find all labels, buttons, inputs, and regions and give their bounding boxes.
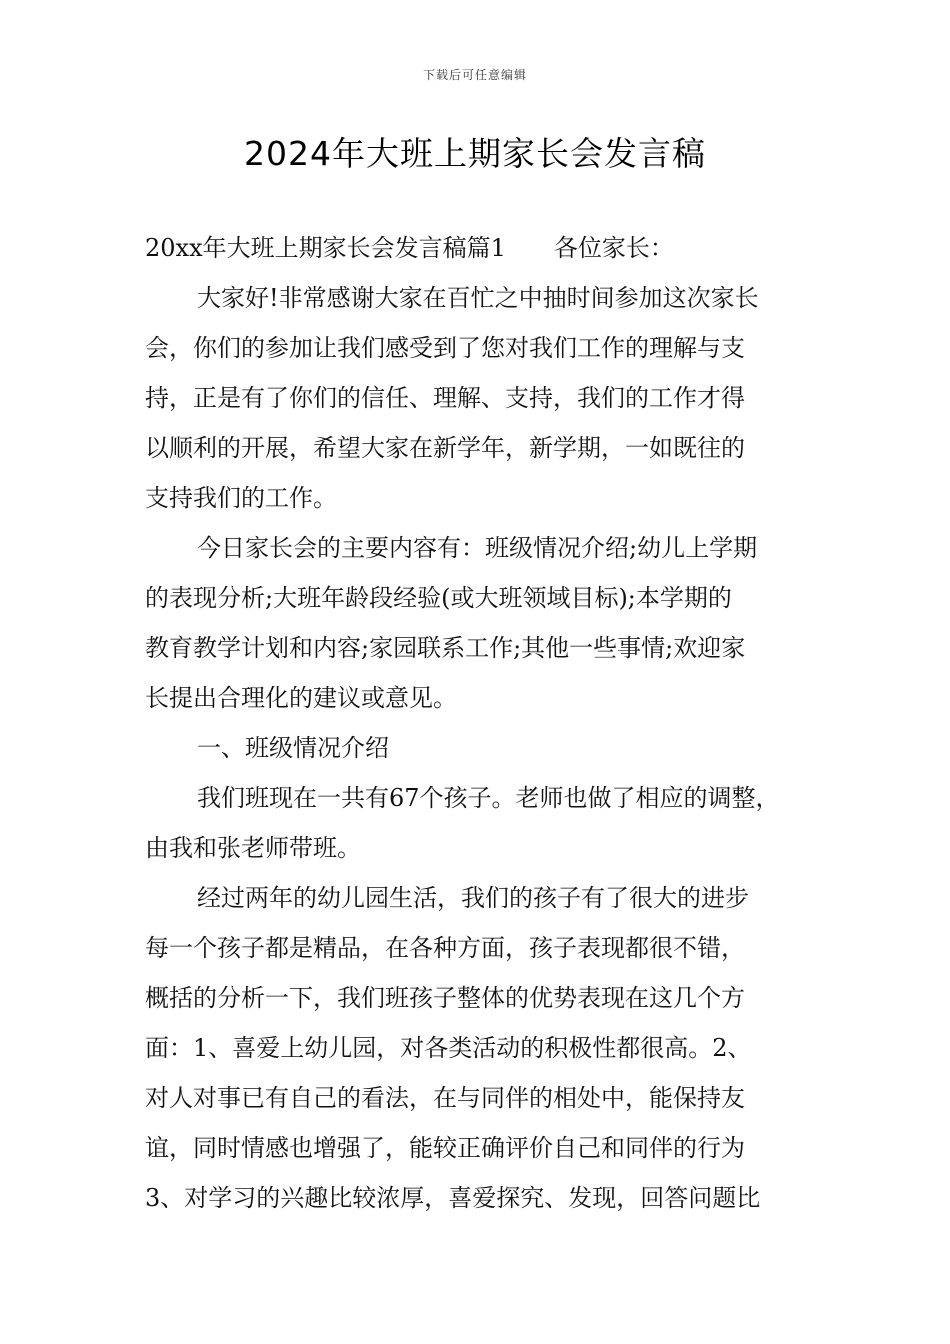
paragraph-line: 概括的分析一下，我们班孩子整体的优势表现在这几个方 [145,984,745,1012]
paragraph-line: 持，正是有了你们的信任、理解、支持，我们的工作才得 [145,384,745,412]
subtitle: 20xx年大班上期家长会发言稿篇1 [145,234,506,262]
paragraph-line: 由我和张老师带班。 [145,834,361,862]
paragraph-line: 面：1、喜爱上幼儿园，对各类活动的积极性都很高。2、 [145,1034,752,1062]
document-body [145,223,813,1223]
paragraph-line: 我们班现在一共有67个孩子。老师也做了相应的调整， [197,784,780,812]
paragraph-line: 会，你们的参加让我们感受到了您对我们工作的理解与支 [145,334,745,362]
paragraph-line: 3、对学习的兴趣比较浓厚，喜爱探究、发现，回答问题比 [145,1184,761,1212]
paragraph-line: 以顺利的开展，希望大家在新学年，新学期，一如既往的 [145,434,745,462]
paragraph-line: 长提出合理化的建议或意见。 [145,684,457,712]
paragraph-line: 对人对事已有自己的看法，在与同伴的相处中，能保持友 [145,1084,745,1112]
paragraph-line: 大家好!非常感谢大家在百忙之中抽时间参加这次家长 [197,284,759,312]
paragraph-line: 每一个孩子都是精品，在各种方面，孩子表现都很不错， [145,934,745,962]
salutation: 各位家长： [553,234,674,262]
paragraph-line: 谊，同时情感也增强了，能较正确评价自己和同伴的行为 [145,1134,745,1162]
paragraph-line: 经过两年的幼儿园生活，我们的孩子有了很大的进步 [197,884,749,912]
header-note: 下载后可任意编辑 [422,68,527,82]
intro-line [145,223,813,273]
paragraph-line: 支持我们的工作。 [145,484,337,512]
paragraph-line: 今日家长会的主要内容有：班级情况介绍;幼儿上学期 [197,534,758,562]
document-title: 2024年大班上期家长会发言稿 [244,134,706,173]
paragraph-line: 的表现分析;大班年龄段经验(或大班领域目标);本学期的 [145,584,732,612]
paragraph-line: 教育教学计划和内容;家园联系工作;其他一些事情;欢迎家 [145,634,746,662]
section-heading: 一、班级情况介绍 [197,734,389,762]
